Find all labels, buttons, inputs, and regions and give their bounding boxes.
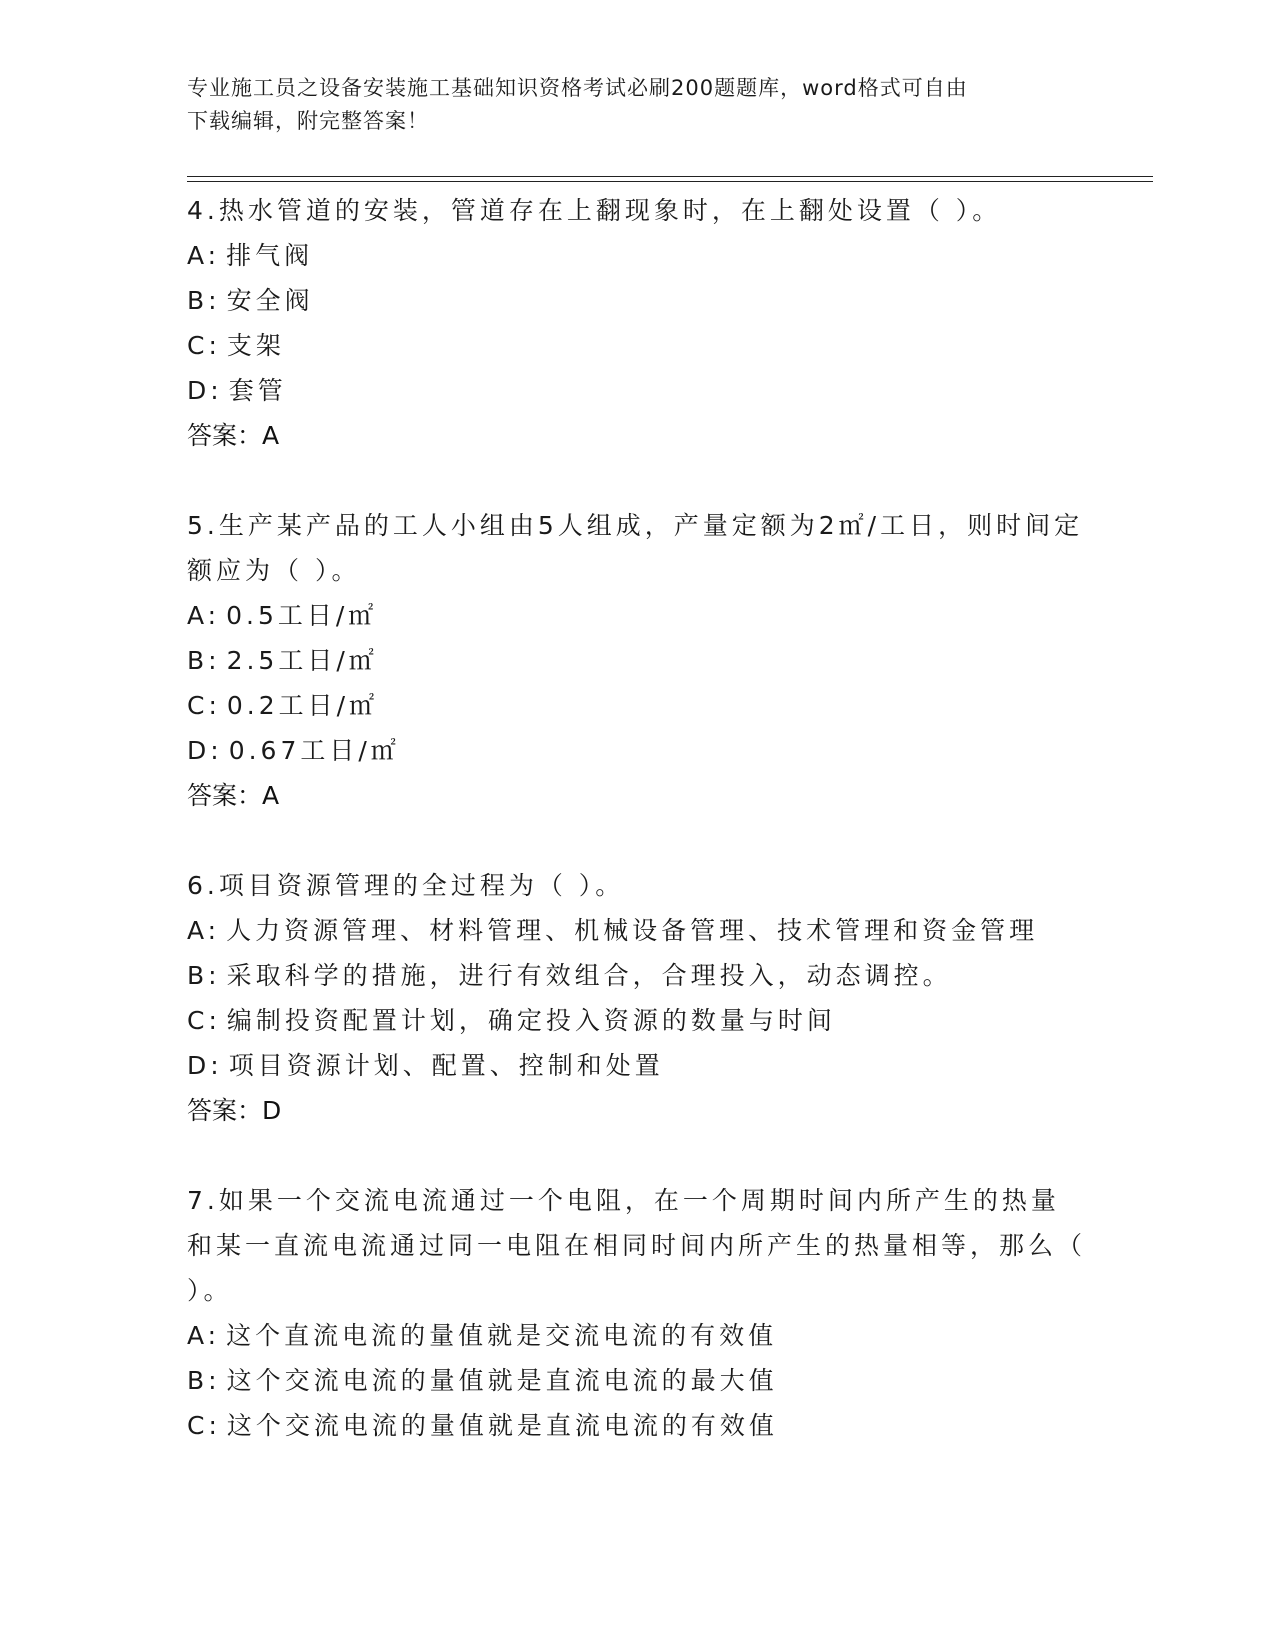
option-letter: C:	[187, 1411, 221, 1440]
question-option	[187, 1313, 1087, 1358]
header-divider-bottom	[187, 181, 1153, 182]
option-text: 采取科学的措施，进行有效组合，合理投入，动态调控。	[226, 961, 952, 990]
question-option	[187, 368, 1087, 413]
header-line-1: 专业施工员之设备安装施工基础知识资格考试必刷200题题库，word格式可自由	[187, 76, 968, 100]
option-letter: A:	[187, 241, 221, 270]
option-letter: A:	[187, 1321, 221, 1350]
option-text: 这个交流电流的量值就是直流电流的有效值	[226, 1411, 778, 1440]
question-option	[187, 1358, 1087, 1403]
option-letter: D:	[187, 736, 223, 765]
question-option	[187, 998, 1087, 1043]
option-letter: D:	[187, 376, 223, 405]
option-letter: C:	[187, 691, 221, 720]
header-divider-top	[187, 176, 1153, 177]
question-answer: 答案：A	[187, 781, 280, 810]
question-item	[187, 1178, 1087, 1448]
question-answer: 答案：D	[187, 1096, 282, 1125]
option-text: 人力资源管理、材料管理、机械设备管理、技术管理和资金管理	[226, 916, 1039, 945]
option-text: 0.2工日/㎡	[226, 691, 379, 720]
question-item	[187, 503, 1087, 818]
option-text: 0.5工日/㎡	[226, 601, 378, 630]
option-letter: B:	[187, 286, 221, 315]
option-letter: C:	[187, 331, 221, 360]
question-stem: 7.如果一个交流电流通过一个电阻，在一个周期时间内所产生的热量和某一直流电流通过同一电阻在相同时间内所产生的热量相等，那么（ ）。	[187, 1186, 1087, 1305]
question-option	[187, 638, 1087, 683]
option-text: 套管	[228, 376, 287, 405]
option-letter: D:	[187, 1051, 223, 1080]
option-letter: B:	[187, 646, 221, 675]
option-text: 项目资源计划、配置、控制和处置	[228, 1051, 664, 1080]
question-stem: 4.热水管道的安装，管道存在上翻现象时，在上翻处设置（ ）。	[187, 196, 1002, 225]
option-text: 0.67工日/㎡	[228, 736, 400, 765]
question-answer: 答案：A	[187, 421, 280, 450]
question-option	[187, 683, 1087, 728]
question-option	[187, 953, 1087, 998]
option-text: 这个交流电流的量值就是直流电流的最大值	[226, 1366, 778, 1395]
question-option	[187, 728, 1087, 773]
option-text: 编制投资配置计划，确定投入资源的数量与时间	[226, 1006, 836, 1035]
header-line-2: 下载编辑，附完整答案！	[187, 109, 429, 133]
question-stem: 6.项目资源管理的全过程为（ ）。	[187, 871, 625, 900]
option-letter: A:	[187, 601, 221, 630]
question-option	[187, 278, 1087, 323]
option-letter: C:	[187, 1006, 221, 1035]
question-option	[187, 1403, 1087, 1448]
question-option	[187, 1043, 1087, 1088]
document-header	[187, 72, 1067, 138]
option-text: 支架	[226, 331, 285, 360]
question-list	[187, 188, 1087, 1493]
option-text: 2.5工日/㎡	[226, 646, 378, 675]
question-item	[187, 188, 1087, 458]
question-item	[187, 863, 1087, 1133]
option-text: 安全阀	[226, 286, 314, 315]
question-option	[187, 593, 1087, 638]
option-letter: B:	[187, 961, 221, 990]
question-option	[187, 323, 1087, 368]
question-stem: 5.生产某产品的工人小组由5人组成，产量定额为2㎡/工日，则时间定额应为（ ）。	[187, 511, 1084, 585]
question-option	[187, 908, 1087, 953]
option-letter: A:	[187, 916, 221, 945]
option-letter: B:	[187, 1366, 221, 1395]
option-text: 排气阀	[226, 241, 314, 270]
option-text: 这个直流电流的量值就是交流电流的有效值	[226, 1321, 778, 1350]
question-option	[187, 233, 1087, 278]
